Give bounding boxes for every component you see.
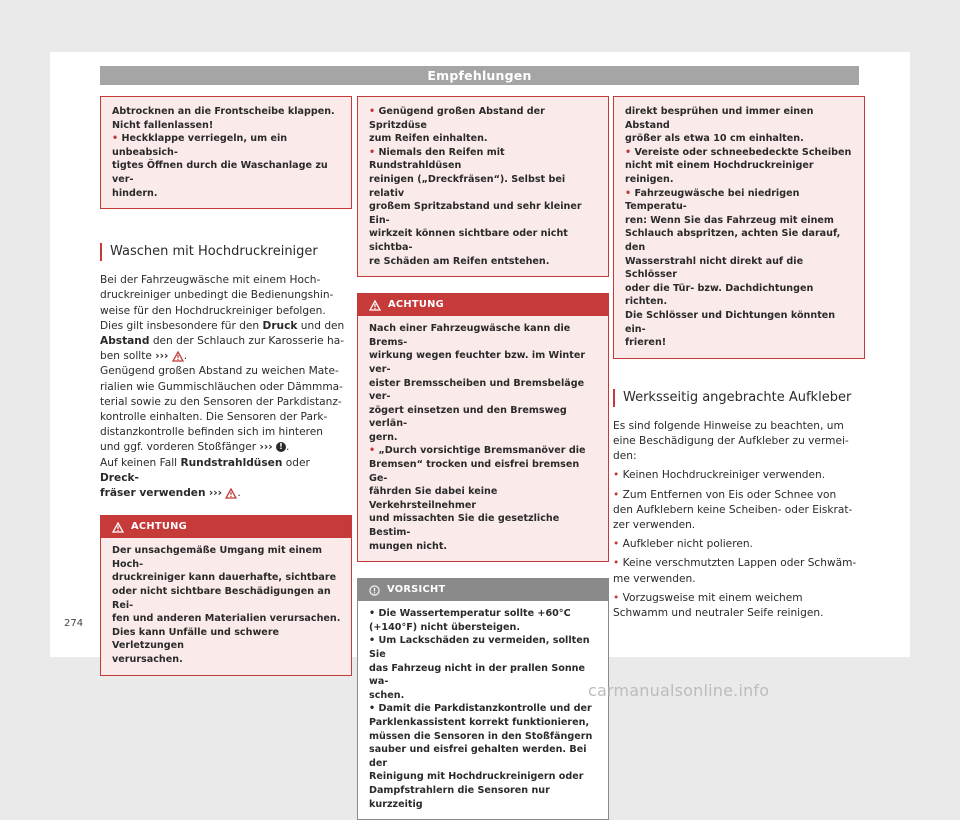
bullet-icon: • <box>613 469 620 482</box>
bullet-icon: • <box>369 445 376 457</box>
warning-triangle-icon <box>112 522 124 533</box>
warning-box-continued <box>100 96 352 209</box>
bullet-icon: • <box>369 106 376 117</box>
bullet-icon: • <box>613 557 620 570</box>
page-number: 274 <box>64 618 84 629</box>
section-body-hochdruck: Bei der Fahrzeugwäsche mit einem Hoch- druckreiniger unbedingt die Bedienungshin- weise für den Hochdruckreiniger befolgen. Dies gilt insbesondere für den Druck und den Abstand den der Schlauch zur Karosserie ha- ben sollte ››› . Genügend großen Abstand zu weichen Mate- rialien wie Gummischläuchen oder Dämmma- terial sowie zu den Sensoren der Parkdistanz- kontrolle einhalten. Die Sensoren der Park- distanzkontrolle befinden sich im hinteren und ggf. vorderen Stoßfänger ››› ! . Auf keinen Fall Rundstrahldüsen oder Dreck- fräser verwenden ››› . <box>100 274 345 499</box>
bullet-icon: • <box>369 146 376 158</box>
cross-ref-link[interactable]: ››› <box>259 441 273 454</box>
achtung-box-1: ACHTUNG Der unsachgemäße Umgang mit einem Hoch- druckreiniger kann dauerhafte, sichtbare oder nicht sichtbare Beschädigungen an Rei- fen und anderen Materialien verursachen. Dies kann Unfälle und schwere Verletzungen verursachen. <box>100 515 352 675</box>
bullet-icon: • <box>613 538 620 551</box>
info-dot-icon: ! <box>276 442 286 452</box>
achtung-header: ACHTUNG <box>358 294 608 316</box>
achtung-header: ACHTUNG <box>101 516 351 538</box>
box-bullet: • Heckklappe verriegeln, um ein unbeabsich- <box>112 133 288 158</box>
warning-triangle-icon <box>369 300 381 311</box>
warning-triangle-icon <box>172 351 184 362</box>
warning-triangle-icon <box>225 488 237 499</box>
page-header: Empfehlungen <box>100 66 859 85</box>
bullet-icon: • <box>369 703 376 715</box>
bullet-icon: • <box>613 488 620 501</box>
column-1 <box>100 96 352 676</box>
box-line: Abtrocknen an die Frontscheibe klappen. <box>112 106 335 117</box>
bullet-icon: • <box>369 635 376 647</box>
bullet-icon: • <box>625 187 632 199</box>
bullet-icon: • <box>625 146 632 158</box>
box-line: hindern. <box>112 187 158 199</box>
box-line: Nicht fallenlassen! <box>112 119 214 131</box>
watermark: carmanualsonline.info <box>588 681 770 700</box>
section-title-aufkleber: Werksseitig angebrachte Aufkleber <box>613 389 865 407</box>
vorsicht-header: VORSICHT <box>358 579 608 601</box>
achtung-box-2: ACHTUNG Nach einer Fahrzeugwäsche kann die Brems- wirkung wegen feuchter bzw. im Winter ver- eister Bremsscheiben und Bremsbeläge ver- zögert einsetzen und den Bremsweg verlän- gern. • „Durch vorsichtige Bremsmanöver die Bremsen“ trocken und eisfrei bremsen Ge- fährden Sie dabei keine Verkehrsteilnehmer und missachten Sie die gesetzliche Bestim- mungen nicht. <box>357 293 609 562</box>
warning-box-continued: direkt besprühen und immer einen Abstand größer als etwa 10 cm einhalten. • Vereiste oder schneebedeckte Scheiben nicht mit einem Hochdruckreiniger reinigen. • Fahrzeugwäsche bei niedrigen Temperatu- ren: Wenn Sie das Fahrzeug mit einem Schlauch abspritzen, achten Sie darauf, den Wasserstrahl nicht direkt auf die Schlösser oder die Tür- bzw. Dachdichtungen richten. Die Schlösser und Dichtungen könnten ein- frieren! <box>613 96 865 359</box>
warning-box-continued: • Genügend großen Abstand der Spritzdüse zum Reifen einhalten. • Niemals den Reifen mit Rundstrahldüsen reinigen („Dreckfräsen“). Selbst bei relativ großem Spritzabstand und sehr kleiner Ein- wirkzeit können sichtbare oder nicht sichtba- re Schäden am Reifen entstehen. <box>357 96 609 277</box>
cross-ref-link[interactable]: ››› <box>208 487 223 499</box>
section-body-aufkleber: Es sind folgende Hinweise zu beachten, um eine Beschädigung der Aufkleber zu vermei- den: • Keinen Hochdruckreiniger verwenden. • Zum Entfernen von Eis oder Schnee von den Aufklebern keine Scheiben- oder Eiskrat- zer verwenden. • Aufkleber nicht polieren. • Keine verschmutzten Lappen oder Schwäm- me verwenden. • Vorzugsweise mit einem weichem Schwamm und neutraler Seife reinigen. <box>613 419 857 619</box>
cross-ref-link[interactable]: ››› <box>155 350 169 363</box>
bullet-icon: • <box>112 133 119 145</box>
box-line: tigtes Öffnen durch die Waschanlage zu ver- <box>112 160 328 185</box>
vorsicht-box: VORSICHT • Die Wassertemperatur sollte +60°C (+140°F) nicht übersteigen. • Um Lackschäden zu vermeiden, sollten Sie das Fahrzeug nicht in der prallen Sonne wa- schen. • Damit die Parkdistanzkontrolle und der Parklenkassistent korrekt funktionieren, müssen die Sensoren in den Stoßfängern sauber und eisfrei gehalten werden. Bei der Reinigung mit Hochdruckreinigern oder Dampfstrahlern die Sensoren nur kurzzeitig <box>357 578 609 820</box>
bullet-icon: • <box>369 608 376 620</box>
bullet-icon: • <box>613 591 620 604</box>
section-title-hochdruck: Waschen mit Hochdruckreiniger <box>100 243 352 261</box>
column-3 <box>613 96 865 621</box>
info-circle-icon <box>369 585 380 596</box>
column-2 <box>357 96 609 820</box>
